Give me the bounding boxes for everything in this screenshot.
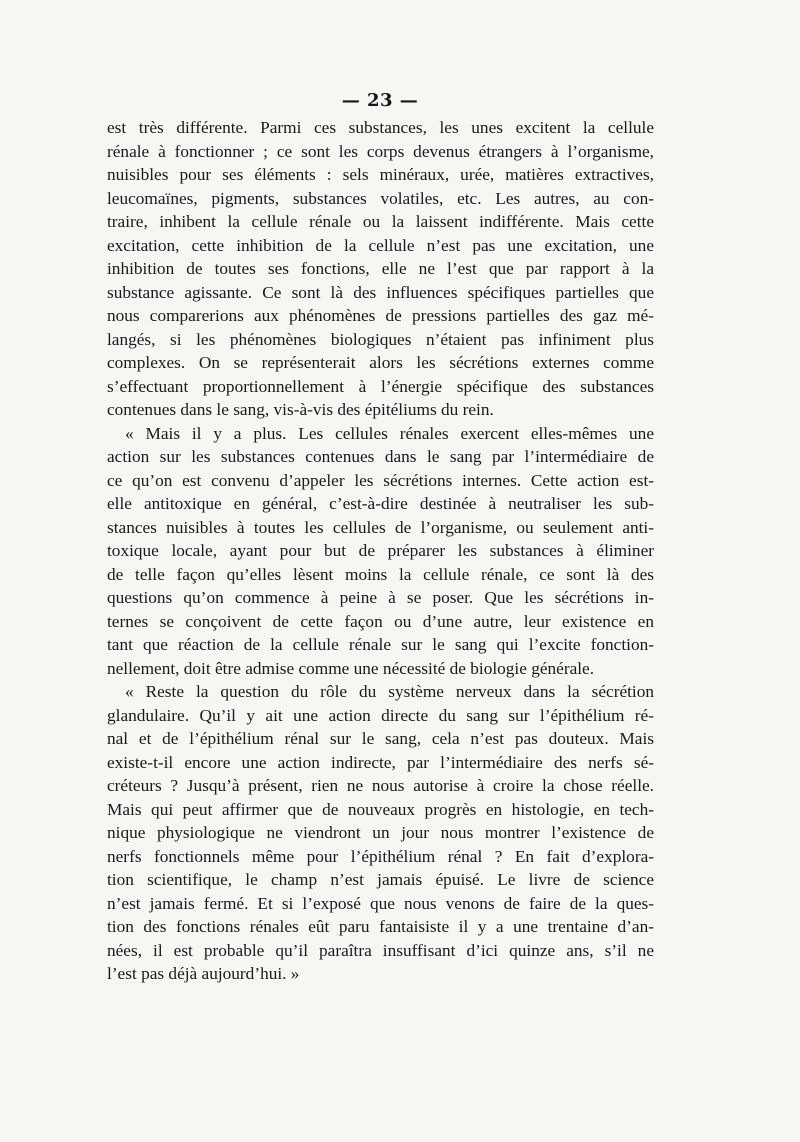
text-line: glandulaire. Qu’il y ait une action directe du sang sur l’épithélium ré- [107,705,654,725]
text-line: n’est jamais fermé. Et si l’exposé que nous venons de faire de la ques- [107,893,654,913]
text-line: « Reste la question du rôle du système nerveux dans la sécrétion [125,682,654,701]
text-line: existe-t-il encore une action indirecte, par l’intermédiaire des nerfs sé- [107,752,654,772]
text-line: s’effectuant proportionnellement à l’énergie spécifique des substances [107,376,654,396]
text-line: nuisibles pour ses éléments : sels minéraux, urée, matières extractives, [107,165,654,184]
paragraph-2 [107,422,654,681]
paragraph-1 [107,116,654,422]
text-line: tant que réaction de la cellule rénale sur le sang qui l’excite fonction- [107,635,654,654]
text-line: questions qu’on commence à peine à se poser. Que les sécrétions in- [107,588,654,607]
text-line: tion des fonctions rénales eût paru fantaisiste il y a une trentaine d’an- [107,917,654,936]
text-line: « Mais il y a plus. Les cellules rénales exercent elles-mêmes une [125,423,654,443]
text-line: nous comparerions aux phénomènes de pressions partielles des gaz mé- [107,306,654,325]
paragraph-3 [107,680,654,986]
text-line: substance agissante. Ce sont là des influences spécifiques partielles que [107,282,654,302]
text-line: contenues dans le sang, vis-à-vis des épitéliums du rein. [107,400,494,419]
text-line: action sur les substances contenues dans le sang par l’intermédiaire de [107,447,654,466]
text-line: de telle façon qu’elles lèsent moins la cellule rénale, ce sont là des [107,564,654,584]
body-text [107,116,654,986]
text-line: l’est pas déjà aujourd’hui. » [107,964,300,983]
text-line: inhibition de toutes ses fonctions, elle ne l’est que par rapport à la [107,259,654,278]
text-line: est très différente. Parmi ces substances, les unes excitent la cellule [107,118,654,137]
text-line: rénale à fonctionner ; ce sont les corps devenus étrangers à l’organisme, [107,141,654,161]
text-line: nées, il est probable qu’il paraîtra insuffisant d’ici quinze ans, s’il ne [107,940,654,960]
text-line: ce qu’on est convenu d’appeler les sécrétions internes. Cette action est- [107,470,654,490]
text-line: leucomaïnes, pigments, substances volatiles, etc. Les autres, au con- [107,188,654,208]
text-line: traire, inhibent la cellule rénale ou la laissent indifférente. Mais cette [107,212,654,231]
text-line: elle antitoxique en général, c’est-à-dire destinée à neutraliser les sub- [107,494,654,513]
text-line: nerfs fonctionnels même pour l’épithélium rénal ? En fait d’explora- [107,846,654,866]
text-line: Mais qui peut affirmer que de nouveaux progrès en histologie, en tech- [107,799,654,819]
text-line: nal et de l’épithélium rénal sur le sang, cela n’est pas douteux. Mais [107,729,654,748]
text-line: complexes. On se représenterait alors les sécrétions externes comme [107,353,654,372]
text-line: excitation, cette inhibition de la cellule n’est pas une excitation, une [107,235,654,255]
text-line: créteurs ? Jusqu’à présent, rien ne nous autorise à croire la chose réelle. [107,776,654,795]
page-number: — 23 — [341,90,419,111]
text-line: tion scientifique, le champ n’est jamais épuisé. Le livre de science [107,870,654,889]
text-line: nellement, doit être admise comme une nécessité de biologie générale. [107,658,595,678]
text-line: nique physiologique ne viendront un jour nous montrer l’existence de [107,823,654,842]
text-line: langés, si les phénomènes biologiques n’étaient pas infiniment plus [107,329,654,349]
text-line: stances nuisibles à toutes les cellules de l’organisme, ou seulement anti- [107,517,654,537]
text-line: ternes se conçoivent de cette façon ou d’une autre, leur existence en [107,611,654,631]
text-line: toxique locale, ayant pour but de préparer les substances à éliminer [107,541,654,560]
